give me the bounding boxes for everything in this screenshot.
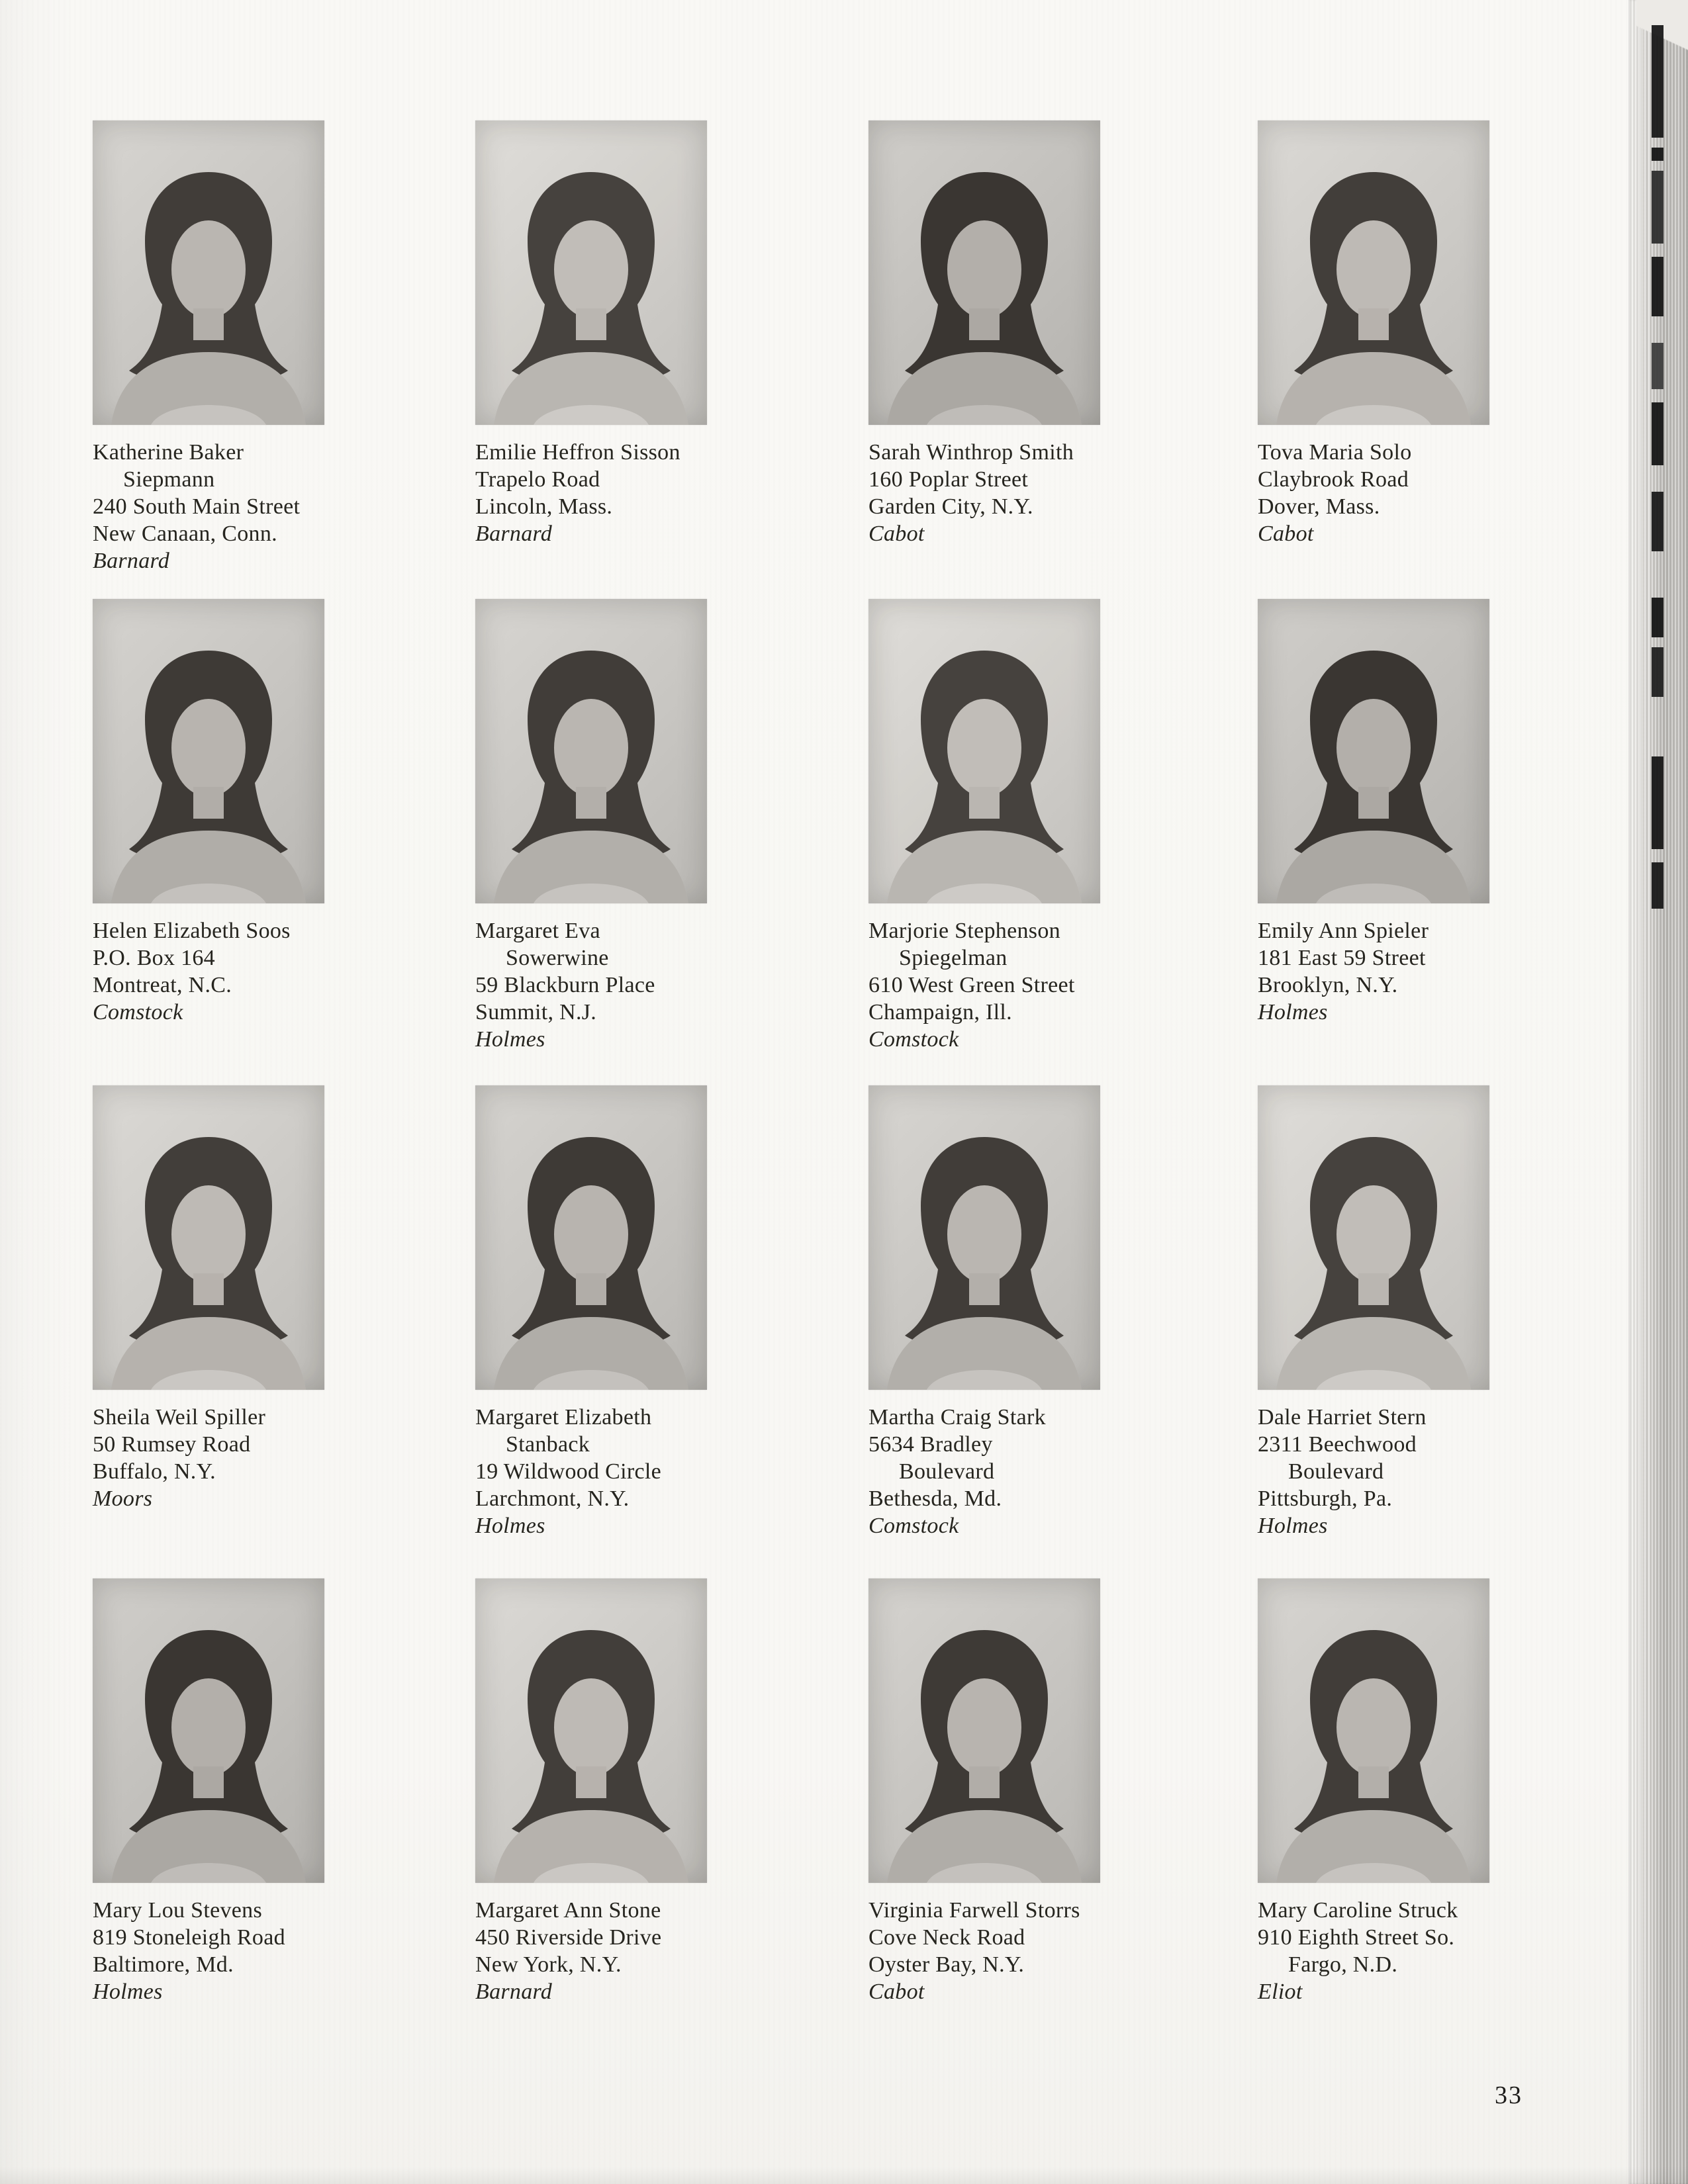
student-name-line: Dale Harriet Stern [1258,1405,1427,1430]
student-entry [475,1578,733,2005]
student-name-line: Margaret Eva [475,919,600,943]
portrait-photo [1258,599,1489,903]
student-name-line: Tova Maria Solo [1258,440,1412,465]
person-silhouette-icon [1258,120,1489,425]
person-silhouette-icon [1258,1085,1489,1390]
student-house: Cabot [1258,522,1314,546]
student-address-line: 181 East 59 Street [1258,946,1426,970]
person-silhouette-icon [93,1578,324,1883]
portrait-photo [868,1085,1100,1390]
student-caption [475,917,733,1053]
student-caption [868,917,1127,1053]
student-address-line: 610 West Green Street [868,973,1075,997]
student-entry [868,1578,1127,2005]
portrait-photo [475,1578,707,1883]
student-address-line: Fargo, N.D. [1288,1952,1398,1977]
student-entry [93,1085,351,1512]
portrait-photo [1258,1578,1489,1883]
student-house: Barnard [475,1979,553,2004]
student-name-line: Marjorie Stephenson [868,919,1060,943]
student-address-line: 2311 Beechwood [1258,1432,1417,1457]
student-name-line: Virginia Farwell Storrs [868,1898,1080,1923]
student-address-line: Garden City, N.Y. [868,494,1033,519]
student-caption [475,1404,733,1539]
student-name-line: Mary Caroline Struck [1258,1898,1458,1923]
student-address-line: Trapelo Road [475,467,600,492]
student-house: Holmes [1258,1514,1328,1538]
student-name-line: Sarah Winthrop Smith [868,440,1074,465]
student-caption [1258,917,1516,1026]
student-address-line: Champaign, Ill. [868,1000,1012,1024]
portrait-photo [868,599,1100,903]
student-house: Moors [93,1486,153,1511]
person-silhouette-icon [93,599,324,903]
student-address-line: Dover, Mass. [1258,494,1380,519]
student-name-line: Sowerwine [506,946,609,970]
student-caption [1258,439,1516,547]
student-name-line: Siepmann [123,467,215,492]
person-silhouette-icon [1258,1578,1489,1883]
student-address-line: Brooklyn, N.Y. [1258,973,1398,997]
portrait-photo [868,120,1100,425]
person-silhouette-icon [868,1578,1100,1883]
student-entry [868,1085,1127,1539]
person-silhouette-icon [93,1085,324,1390]
student-name-line: Spiegelman [899,946,1008,970]
student-address-line: Boulevard [899,1459,995,1484]
student-entry [475,599,733,1053]
student-house: Barnard [475,522,553,546]
person-silhouette-icon [475,599,707,903]
person-silhouette-icon [868,120,1100,425]
portrait-photo [475,120,707,425]
student-address-line: 50 Rumsey Road [93,1432,251,1457]
portrait-photo [868,1578,1100,1883]
student-house: Holmes [1258,1000,1328,1024]
student-address-line: Pittsburgh, Pa. [1258,1486,1393,1511]
student-house: Eliot [1258,1979,1303,2004]
student-house: Comstock [93,1000,183,1024]
page-stack-lines [1640,0,1650,2184]
student-address-line: Oyster Bay, N.Y. [868,1952,1025,1977]
student-house: Barnard [93,549,170,573]
student-caption [868,1404,1127,1539]
student-entry [868,599,1127,1053]
student-house: Cabot [868,1979,925,2004]
portrait-photo [93,1578,324,1883]
page-number: 33 [1495,2081,1523,2109]
person-silhouette-icon [868,599,1100,903]
student-name-line: Stanback [506,1432,590,1457]
student-caption [475,439,733,547]
student-address-line: 450 Riverside Drive [475,1925,662,1950]
student-address-line: 59 Blackburn Place [475,973,655,997]
student-entry [1258,599,1516,1026]
student-caption [1258,1404,1516,1539]
student-entry [1258,120,1516,547]
student-address-line: New Canaan, Conn. [93,522,277,546]
student-entry [93,120,351,574]
portrait-photo [93,599,324,903]
student-entry [1258,1085,1516,1539]
student-house: Holmes [475,1514,545,1538]
student-house: Comstock [868,1027,959,1052]
student-name-line: Emily Ann Spieler [1258,919,1429,943]
student-caption [1258,1897,1516,2005]
student-caption [93,1897,351,2005]
student-address-line: 819 Stoneleigh Road [93,1925,285,1950]
student-address-line: New York, N.Y. [475,1952,622,1977]
person-silhouette-icon [475,1578,707,1883]
portrait-photo [1258,1085,1489,1390]
student-name-line: Margaret Ann Stone [475,1898,661,1923]
student-house: Comstock [868,1514,959,1538]
person-silhouette-icon [475,120,707,425]
student-caption [93,917,351,1026]
student-address-line: 160 Poplar Street [868,467,1029,492]
student-name-line: Helen Elizabeth Soos [93,919,291,943]
student-address-line: P.O. Box 164 [93,946,215,970]
student-address-line: Montreat, N.C. [93,973,232,997]
student-entry [868,120,1127,547]
student-caption [868,1897,1127,2005]
student-address-line: Boulevard [1288,1459,1384,1484]
student-name-line: Martha Craig Stark [868,1405,1046,1430]
student-caption [93,439,351,574]
student-entry [475,1085,733,1539]
student-address-line: Buffalo, N.Y. [93,1459,216,1484]
person-silhouette-icon [475,1085,707,1390]
portrait-photo [475,599,707,903]
student-house: Holmes [93,1979,163,2004]
student-address-line: Lincoln, Mass. [475,494,613,519]
scan-artifact-marks [1652,25,1664,925]
student-entry [475,120,733,547]
student-caption [868,439,1127,547]
person-silhouette-icon [93,120,324,425]
student-address-line: Larchmont, N.Y. [475,1486,630,1511]
student-address-line: Cove Neck Road [868,1925,1025,1950]
student-name-line: Sheila Weil Spiller [93,1405,266,1430]
student-entry [93,599,351,1026]
student-name-line: Mary Lou Stevens [93,1898,262,1923]
student-caption [475,1897,733,2005]
student-entry [1258,1578,1516,2005]
student-name-line: Katherine Baker [93,440,244,465]
student-address-line: 240 South Main Street [93,494,301,519]
student-address-line: Claybrook Road [1258,467,1409,492]
portrait-photo [93,120,324,425]
student-house: Holmes [475,1027,545,1052]
portrait-photo [1258,120,1489,425]
student-entry [93,1578,351,2005]
student-name-line: Emilie Heffron Sisson [475,440,680,465]
student-address-line: Baltimore, Md. [93,1952,234,1977]
student-address-line: 19 Wildwood Circle [475,1459,662,1484]
student-house: Cabot [868,522,925,546]
portrait-photo [93,1085,324,1390]
person-silhouette-icon [868,1085,1100,1390]
student-caption [93,1404,351,1512]
person-silhouette-icon [1258,599,1489,903]
portrait-photo [475,1085,707,1390]
student-address-line: 5634 Bradley [868,1432,993,1457]
student-address-line: 910 Eighth Street So. [1258,1925,1455,1950]
student-address-line: Bethesda, Md. [868,1486,1002,1511]
student-name-line: Margaret Elizabeth [475,1405,652,1430]
student-address-line: Summit, N.J. [475,1000,597,1024]
